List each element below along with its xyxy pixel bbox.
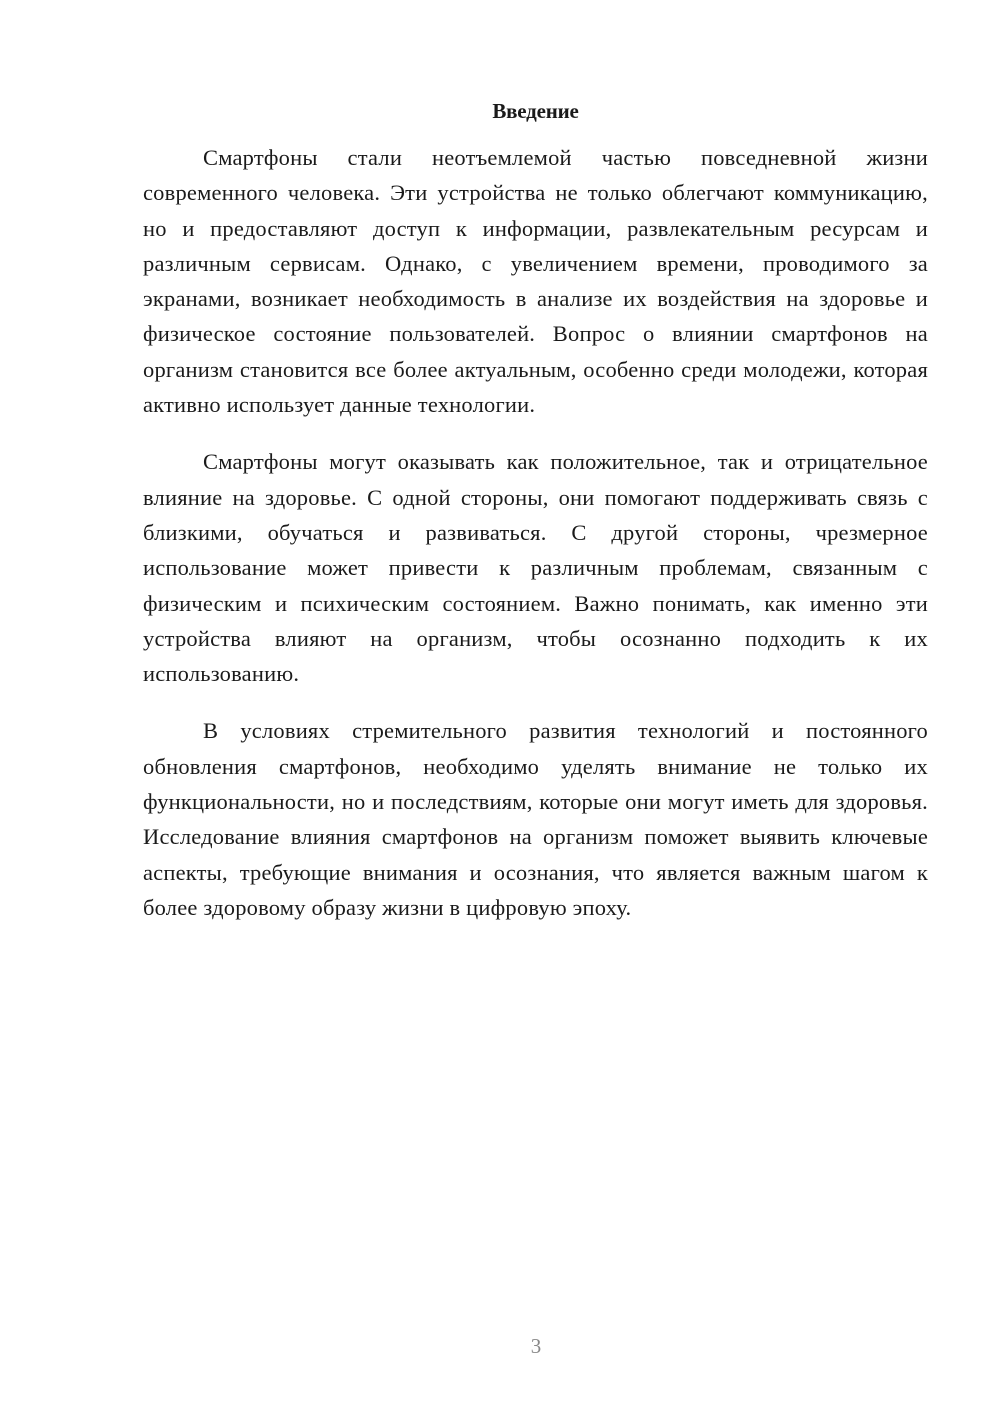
paragraph-3: В условиях стремительного развития технологий и постоянного обновления смартфонов, необходимо уделять внимание не только их функциональности, но и последствиям, которые они могут иметь для здоровья. Исследование влияния смартфонов на организм поможет выявить ключевые аспекты, требующие внимания и осознания, что является важным шагом к более здоровому образу жизни в цифровую эпоху. [143,718,928,920]
paragraph-1: Смартфоны стали неотъемлемой частью повседневной жизни современного человека. Эти устройства не только облегчают коммуникацию, но и предоставляют доступ к информации, развлекательным ресурсам и различным сервисам. Однако, с увеличением времени, проводимого за экранами, возникает необходимость в анализе их воздействия на здоровье и физическое состояние пользователей. Вопрос о влиянии смартфонов на организм становится все более актуальным, особенно среди молодежи, которая активно использует данные технологии. [143,145,928,418]
section-title: Введение [492,99,579,123]
page-number: 3 [530,1334,542,1358]
paragraph-2: Смартфоны могут оказывать как положительное, так и отрицательное влияние на здоровье. С одной стороны, они помогают поддерживать связь с близкими, обучаться и развиваться. С другой стороны, чрезмерное использование может привести к различным проблемам, связанным с физическим и психическим состоянием. Важно понимать, как именно эти устройства влияют на организм, чтобы осознанно подходить к их использованию. [143,449,928,687]
page-content [143,96,928,947]
